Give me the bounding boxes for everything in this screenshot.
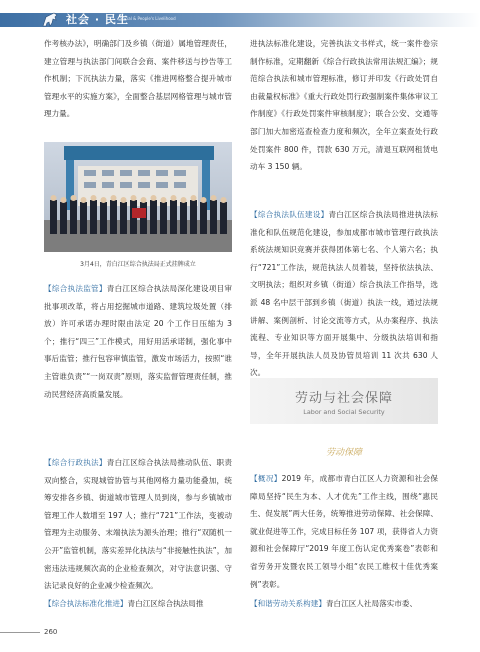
section-banner: [250, 378, 438, 424]
section-text: 青白江区综合执法局深化建设项目审批事项改革，将占用挖掘城市道路、建筑垃圾处置（排放）许可承诺办理时限由法定 20 个工作日压缩为 3 个；推行“四三”工作模式，用好用活承诺制，强化事中事后监管；推行包容审慎监管，激发市场活力，按照“谁主管谁负责”“一岗双责”原则，落实监督管理责任制，推动民营经济高质量发展。: [44, 284, 232, 399]
section-tag: 【综合行政执法】: [44, 458, 107, 467]
header-title: 社会 · 民生: [66, 13, 129, 26]
left-section-enforcement: [44, 454, 232, 595]
header-subtitle: Social & People's Livelihood: [120, 16, 176, 21]
section-text: 青白江区综合执法局推: [127, 599, 204, 608]
left-section-standardization: [44, 595, 232, 613]
section-tag: 【综合执法标准化推进】: [44, 599, 128, 608]
section-tag: 【综合执法监管】: [44, 284, 107, 293]
horse-logo-icon: [40, 8, 62, 30]
right-intro-paragraph: [250, 35, 438, 176]
photo-caption: 3月4日，青白江区综合执法局正式挂牌成立: [80, 261, 196, 268]
inauguration-photo: [44, 142, 232, 252]
right-section-overview: [250, 470, 438, 593]
section-text: 2019 年，成都市青白江区人力资源和社会保障局坚持“民生为本、人才优先”工作主线，围绕“惠民生、促发展”两大任务，统筹推进劳动保障、社会保障、就业促进等工作，完成目标任务 107 项，获得省人力资源和社会保障厅“2019 年度工伤认定优秀案卷”表彰和省劳务开发暨农民工领导小组“农民工维权十佳优秀案例”表彰。: [250, 474, 438, 589]
right-intro-text: 进执法标准化建设，完善执法文书样式，统一案件卷宗制作标准，定期翻新《综合行政执法常用法规汇编》；规范综合执法和城市管理标准，修订并印发《行政处罚自由裁量权标准》《重大行政处罚行政强制案件集体审议工作制度》《行政处罚案件审核制度》；联合公安、交通等部门加大加密巡查检查力度和频次，全年立案查处行政处罚案件 800 件，罚款 630 万元，清退互联网租赁电动车 3 150 辆。: [250, 39, 438, 172]
left-intro-paragraph: [44, 35, 232, 123]
section-tag: 【综合执法队伍建设】: [250, 210, 329, 219]
banner-title-cn: 劳动与社会保障: [294, 391, 393, 406]
footer-rule: [0, 632, 40, 633]
running-header: [0, 0, 480, 40]
section-text: 青白江区综合执法局推动队伍、职责双向整合，实现城管协管与其他网格力量功能叠加，统筹安排各乡镇、街道城市管理人员到岗，参与乡镇城市管理工作人数增至 197 人；推行“721”工作法，变被动管理为主动服务、末端执法为源头治理；推行“双随机一公开”监管机制，落实差异化执法与“非接触性执法”，加密违法违规频次高的企业检查频次，对守法意识强、守法记录良好的企业减少检查频次。: [44, 458, 232, 591]
banner-title-en: Labor and Social Security: [303, 408, 385, 416]
right-section-labor-relations: [250, 595, 438, 613]
section-text: 青白江区综合执法局推进执法标准化和队伍规范化建设，参加成都市城市管理行政执法系统法规知识竞赛并获得团体第七名、个人第六名；执行“721”工作法，规范执法人员着装，坚持依法执法、文明执法；组织对乡镇（街道）综合执法工作指导，选派 48 名中层干部到乡镇（街道）执法一线，通过法规讲解、案例剖析、讨论交流等方式，从办案程序、执法流程、专业知识等方面开展集中、分级执法培训和指导，全年开展执法人员及协管员培训 11 次共 630 人次。: [250, 210, 438, 378]
page-number: 260: [44, 628, 58, 636]
section-tag: 【和谐劳动关系构建】: [250, 599, 326, 608]
subsection-heading: 劳动保障: [325, 448, 362, 458]
left-section-supervision: [44, 280, 232, 403]
photo-illustration: [44, 142, 232, 252]
left-intro-text: 作考核办法》，明确部门及乡镇（街道）属地管理责任，建立管理与执法部门间联合会商、案件移送与抄告等工作机制；下沉执法力量，落实《推进网格整合提升城市管理水平的实施方案》，全面整合基层网格管理与城市管理力量。: [44, 39, 232, 119]
section-tag: 【概况】: [250, 474, 282, 483]
section-text: 青白江区人社局落实市委、: [325, 599, 418, 608]
right-section-team: [250, 206, 438, 400]
